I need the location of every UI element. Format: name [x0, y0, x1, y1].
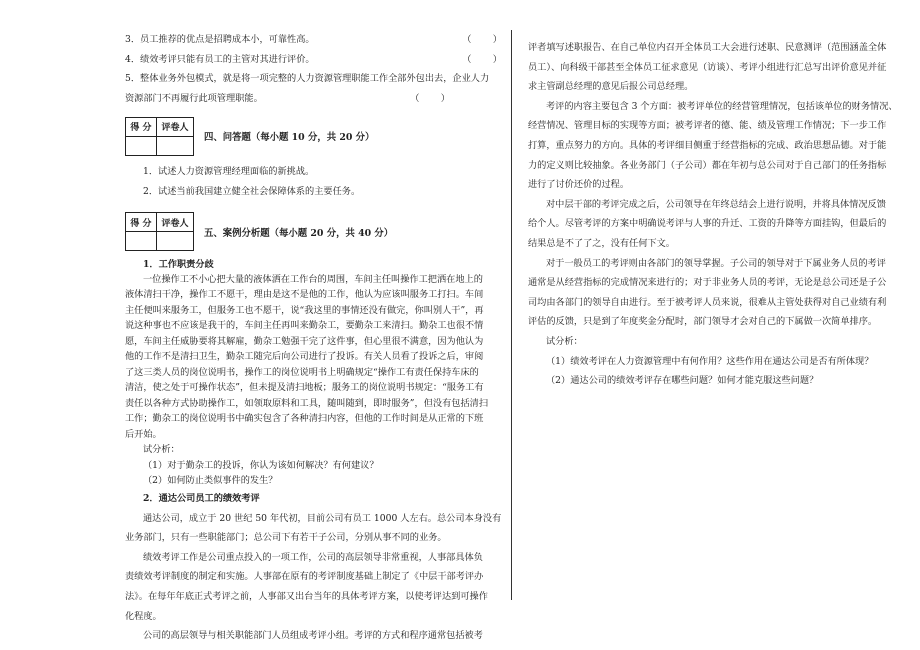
- right-column: [528, 38, 900, 391]
- right-line: 司均由各部门的领导自由进行。至于被考评人员来说，很难从主管处获得对自己业绩有利: [528, 296, 887, 308]
- grader-label: 评卷人: [157, 117, 194, 136]
- section5-title: 五、案例分析题（每小题 20 分，共 40 分）: [204, 227, 394, 239]
- score-cell: [126, 136, 157, 155]
- right-line: 评估的反馈，只是到了年度奖金分配时，部门领导才会对自己的下属做一次简单排序。: [528, 316, 878, 328]
- case1-title: 1．工作职责分歧: [143, 258, 214, 270]
- case1-question: （2）如何防止类似事件的发生？: [143, 475, 278, 487]
- answer-parens: （ ）: [462, 53, 503, 65]
- score-label: 得 分: [126, 117, 157, 136]
- case1-line: 责任以各种方式协助操作工，如领取原料和工具，随叫随到，即时服务”，但没有包括清扫: [125, 397, 489, 409]
- answer-parens: （ ）: [410, 92, 451, 104]
- grader-cell: [157, 136, 194, 155]
- score-box: [125, 212, 194, 251]
- case2-line: 公司的高层领导与相关职能部门人员组成考评小组。考评的方式和程序通常包括被考: [143, 630, 483, 642]
- case1-question: （1）对于勤杂工的投诉，你认为该如何解决？有何建议？: [143, 459, 379, 471]
- grader-label: 评卷人: [157, 213, 194, 232]
- case1-line: 他的工作不是清扫卫生，勤杂工随完后向公司进行了投诉。有关人员看了投诉之后，审阅: [125, 351, 484, 363]
- answer-parens: （ ）: [462, 34, 503, 45]
- tf-item-5-line2: 资源部门不再履行此项管理职能。 （ ）: [125, 89, 503, 109]
- right-line: 评者填写述职报告、在自己单位内召开全体员工大会进行述职、民意测评（范围涵盖全体: [528, 42, 887, 53]
- case1-line: 液体清扫干净，操作工不愿干，理由是这不是他的工作，他认为应该叫服务工打扫。车间: [125, 289, 484, 301]
- right-line: 结果总是不了了之，没有任何下文。: [528, 237, 675, 249]
- right-line: 考评的内容主要包含 3 个方面：被考评单位的经营管理情况，包括该单位的财务情况、: [546, 100, 898, 112]
- case1-line: 清洁，使之处于可操作状态”，但未提及清扫地板；服务工的岗位说明书规定：“服务工有: [125, 382, 484, 394]
- case1-line: 工作；勤杂工的岗位说明书中确实包含了各种清扫内容，但他的工作时间是从正常的下班: [125, 413, 484, 425]
- tf-item-5-line1: 5．整体业务外包模式，就是将一项完整的人力资源管理职能工作全部外包出去，企业人力: [125, 73, 490, 85]
- score-label: 得 分: [126, 213, 157, 232]
- case1-line: 愿，车间主任威胁要将其解雇，勤杂工勉强干完了这件事，但心里很不满意，因为他认为: [125, 335, 484, 347]
- case1-body: [125, 272, 503, 443]
- case2-line: 法》。在每年年底正式考评之前，人事部又出台当年的具体考评方案，以使考评达到可操作: [125, 590, 488, 602]
- analysis-label: 试分析：: [546, 335, 583, 347]
- case2-line: 责绩效考评制度的制定和实施。人事部在原有的考评制度基础上制定了《中层干部考评办: [125, 571, 484, 583]
- case2-question: （2）通达公司的绩效考评存在哪些问题？如何才能克服这些问题？: [546, 375, 819, 387]
- right-line: 求主管副总经理的意见后报公司总经理。: [528, 81, 694, 93]
- tf-item-3: 3．员工推荐的优点是招聘成本小，可靠性高。 （ ）: [125, 30, 503, 50]
- case2-question: （1）绩效考评在人力资源管理中有何作用？这些作用在通达公司是否有所体现？: [546, 355, 874, 367]
- right-line: 经营情况、管理目标的实现等方面；被考评者的德、能、绩及管理工作情况；下一步工作: [528, 120, 887, 132]
- case1-line: 说这种事也不应该是我干的，车间主任再叫来勤杂工，要勤杂工来清扫。勤杂工也很不情: [125, 320, 484, 332]
- question-item: 2．试述当前我国建立健全社会保障体系的主要任务。: [143, 185, 361, 197]
- case1-line: 一位操作工不小心把大量的液体洒在工作台的周围，车间主任叫操作工把洒在地上的: [143, 273, 483, 285]
- section5-header: [125, 210, 503, 254]
- case1-analysis-label: 试分析：: [143, 444, 180, 456]
- left-column: [125, 30, 503, 646]
- grader-cell: [157, 232, 194, 251]
- case2-title: 2．通达公司员工的绩效考评: [143, 492, 260, 504]
- section4-title: 四、问答题（每小题 10 分，共 20 分）: [204, 132, 375, 144]
- right-line: 打算，重点努力的方向。具体的考评细目侧重于经营指标的完成、政治思想品德。对于能: [528, 139, 887, 151]
- right-line: 通常是从经营指标的完成情况来进行的；对于非业务人员的考评，无论是总公司还是子公: [528, 277, 887, 289]
- right-line: 对于一般员工的考评则由各部门的领导掌握。子公司的领导对于下属业务人员的考评: [546, 257, 886, 269]
- right-line: 员工）、向科级干部甚至全体员工征求意见（访谈）、考评小组进行汇总写出评价意见并征: [528, 61, 887, 73]
- case2-line: 绩效考评工作是公司重点投入的一项工作，公司的高层领导非常重视，人事部具体负: [143, 551, 483, 563]
- right-line: 力的定义则比较抽象。各业务部门（子公司）都在年初与总公司对于自己部门的任务指标: [528, 159, 887, 171]
- case1-line: 后开始。: [125, 428, 162, 440]
- right-line: 对中层干部的考评完成之后，公司领导在年终总结会上进行说明，并将具体情况反馈: [546, 198, 886, 210]
- case2-line: 业务部门，只有一些职能部门；总公司下有若干子公司，分别从事不同的业务。: [125, 532, 447, 544]
- right-line: 进行了讨价还价的过程。: [528, 179, 630, 191]
- score-cell: [126, 232, 157, 251]
- tf-item-4: 4．绩效考评只能有员工的主管对其进行评价。 （ ）: [125, 50, 503, 70]
- column-divider: [511, 30, 512, 600]
- right-line: 给个人。尽管考评的方案中明确说考评与人事的升迁、工资的升降等方面挂钩，但最后的: [528, 218, 887, 230]
- case1-line: 主任便叫来服务工，但服务工也不愿干，说“我这里的事情还没有做完，你叫别人干”，再: [125, 304, 484, 316]
- case2-line: 化程度。: [125, 610, 162, 622]
- case1-line: 了这三类人员的岗位说明书，操作工的岗位说明书上明确规定“操作工有责任保持车床的: [125, 366, 479, 378]
- question-item: 1．试述人力资源管理经理面临的新挑战。: [143, 166, 315, 178]
- true-false-section: [125, 30, 503, 108]
- case2-line: 通达公司，成立于 20 世纪 50 年代初，目前公司有员工 1000 人左右。总公司本身没有: [143, 512, 502, 524]
- score-box: [125, 117, 194, 156]
- section4-header: [125, 114, 503, 158]
